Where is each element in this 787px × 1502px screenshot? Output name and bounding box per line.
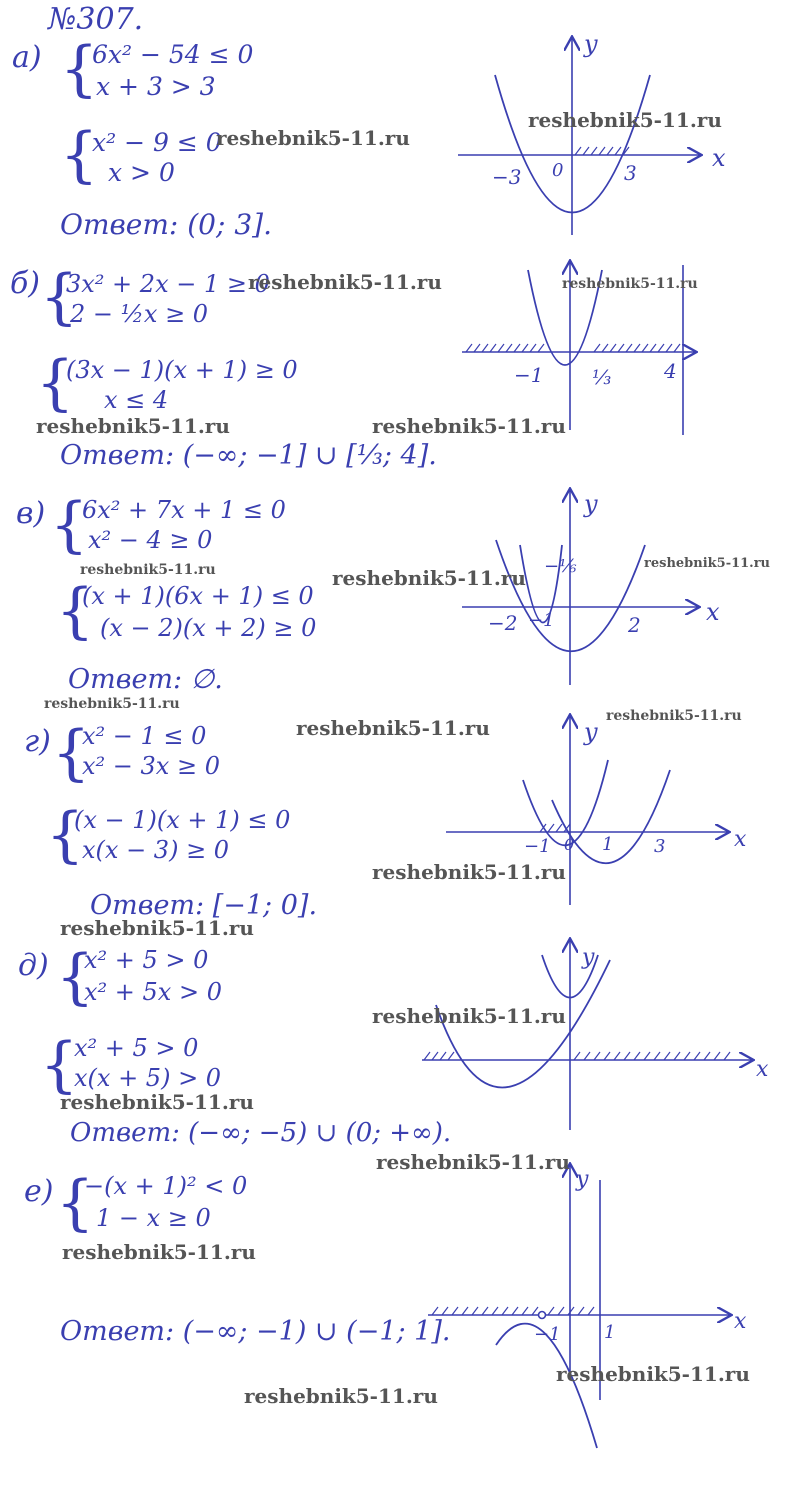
watermark: reshebnik5-11.ru	[36, 414, 230, 438]
part-b-brace2: {	[36, 348, 75, 418]
watermark: reshebnik5-11.ru	[372, 414, 566, 438]
problem-number: №307.	[48, 2, 144, 37]
part-a-answer: Ответ: (0; 3].	[60, 208, 272, 241]
part-e-brace1: {	[56, 1168, 95, 1238]
part-g-eq2: x² − 3x ≥ 0	[82, 752, 220, 780]
graph-v-tick-neg2: −2	[488, 611, 518, 635]
graph-a-tick-3: 3	[624, 161, 637, 185]
part-a-label: а)	[12, 40, 42, 75]
graph-d-y-label: y	[582, 945, 595, 970]
part-d-brace1: {	[56, 942, 95, 1012]
graph-a-tick-neg3: −3	[492, 165, 522, 189]
graph-v-tick-neg1: −1	[528, 610, 555, 631]
graph-b-hatch-right	[594, 344, 680, 352]
graph-b-tick-third: ⅓	[592, 365, 612, 389]
part-d-answer: Ответ: (−∞; −5) ∪ (0; +∞).	[70, 1118, 452, 1148]
part-v-brace2: {	[56, 576, 95, 646]
part-a-brace2: {	[60, 120, 99, 190]
watermark: reshebnik5-11.ru	[60, 916, 254, 940]
part-d-label: д)	[18, 948, 49, 983]
part-b-brace1: {	[40, 262, 79, 332]
part-a-eq1: 6x² − 54 ≤ 0	[92, 40, 254, 69]
watermark: reshebnik5-11.ru	[376, 1150, 570, 1174]
graph-g-tick-1: 1	[602, 834, 614, 855]
graph-e-tick-1: 1	[604, 1322, 616, 1343]
part-e-answer: Ответ: (−∞; −1) ∪ (−1; 1].	[60, 1316, 451, 1347]
watermark: reshebnik5-11.ru	[606, 708, 742, 724]
graph-e	[428, 1165, 747, 1448]
watermark: reshebnik5-11.ru	[216, 126, 410, 150]
part-b-eq3: (3x − 1)(x + 1) ≥ 0	[66, 356, 298, 384]
graph-g-x-label: x	[734, 827, 747, 852]
part-g-brace1: {	[52, 718, 91, 788]
part-v-eq1: 6x² + 7x + 1 ≤ 0	[82, 496, 286, 524]
graph-e-tick-neg1: −1	[534, 1324, 561, 1345]
part-a-eq3: x² − 9 ≤ 0	[92, 128, 222, 157]
part-b-eq4: x ≤ 4	[104, 386, 169, 414]
part-g-brace2: {	[46, 800, 85, 870]
part-g-answer: Ответ: [−1; 0].	[90, 890, 318, 921]
part-v-eq4: (x − 2)(x + 2) ≥ 0	[100, 614, 317, 642]
graph-a-hatch	[575, 147, 629, 155]
watermark: reshebnik5-11.ru	[244, 1384, 438, 1408]
watermark: reshebnik5-11.ru	[556, 1362, 750, 1386]
part-d-eq2: x² + 5x > 0	[84, 978, 222, 1006]
part-a-eq2: x + 3 > 3	[96, 72, 216, 101]
part-g-eq1: x² − 1 ≤ 0	[82, 722, 207, 750]
graph-b-hatch-left	[466, 344, 544, 352]
graph-b-tick-4: 4	[664, 359, 677, 383]
part-d-eq4: x(x + 5) > 0	[74, 1064, 222, 1092]
watermark: reshebnik5-11.ru	[248, 270, 442, 294]
graph-v-tick-2: 2	[628, 613, 641, 637]
watermark: reshebnik5-11.ru	[644, 556, 771, 571]
part-g-eq3: (x − 1)(x + 1) ≤ 0	[74, 806, 291, 834]
graph-g-y-label: y	[584, 718, 598, 746]
watermark: reshebnik5-11.ru	[62, 1240, 256, 1264]
graph-d-hatch-right	[574, 1052, 730, 1060]
part-a-eq4: x > 0	[108, 158, 175, 187]
watermark: reshebnik5-11.ru	[60, 1090, 254, 1114]
part-v-answer: Ответ: ∅.	[68, 664, 223, 695]
graph-d	[422, 940, 769, 1130]
part-v-eq2: x² − 4 ≥ 0	[88, 526, 213, 554]
part-v-brace1: {	[50, 490, 89, 560]
graph-g-tick-neg1: −1	[524, 836, 551, 857]
graph-a-x-label: x	[712, 144, 726, 172]
watermark: reshebnik5-11.ru	[372, 1004, 566, 1028]
watermark: reshebnik5-11.ru	[80, 562, 216, 578]
part-b-answer: Ответ: (−∞; −1] ∪ [⅓; 4].	[60, 440, 437, 471]
part-d-eq1: x² + 5 > 0	[84, 946, 209, 974]
part-b-label: б)	[10, 266, 41, 301]
graph-b-tick-neg1: −1	[514, 363, 544, 387]
part-a-brace1: {	[60, 34, 99, 104]
watermark: reshebnik5-11.ru	[372, 860, 566, 884]
graph-d-hatch-left	[424, 1052, 454, 1060]
graph-d-x-label: x	[756, 1057, 769, 1082]
watermark: reshebnik5-11.ru	[332, 566, 526, 590]
part-g-label: г)	[24, 724, 51, 759]
graph-e-y-label: y	[576, 1167, 589, 1192]
graph-v-tick-neg-sixth: −⅙	[544, 556, 577, 577]
part-g-eq4: x(x − 3) ≥ 0	[82, 836, 230, 864]
graph-v-y-label: y	[584, 490, 598, 518]
part-d-brace2: {	[40, 1030, 79, 1100]
part-v-eq3: (x + 1)(6x + 1) ≤ 0	[82, 582, 314, 610]
graph-v-x-label: x	[706, 598, 720, 626]
graph-a-y-label: y	[584, 30, 598, 58]
graph-a	[458, 30, 726, 235]
part-d-eq3: x² + 5 > 0	[74, 1034, 199, 1062]
graph-g-tick-3: 3	[654, 836, 666, 857]
watermark: reshebnik5-11.ru	[296, 716, 490, 740]
graph-a-tick-0: 0	[552, 160, 564, 181]
watermark: reshebnik5-11.ru	[528, 108, 722, 132]
graph-e-open-point	[539, 1312, 546, 1319]
part-e-eq1: −(x + 1)² < 0	[84, 1172, 248, 1200]
part-b-eq2: 2 − ½x ≥ 0	[70, 300, 209, 328]
part-e-eq2: 1 − x ≥ 0	[96, 1204, 211, 1232]
part-b-eq1: 3x² + 2x − 1 ≥ 0	[66, 270, 270, 298]
graph-e-x-label: x	[734, 1309, 747, 1334]
graph-g-tick-0: 0	[564, 835, 575, 854]
part-e-label: е)	[24, 1174, 54, 1209]
watermark: reshebnik5-11.ru	[44, 696, 180, 712]
part-v-label: в)	[16, 496, 46, 531]
watermark: reshebnik5-11.ru	[562, 276, 698, 292]
